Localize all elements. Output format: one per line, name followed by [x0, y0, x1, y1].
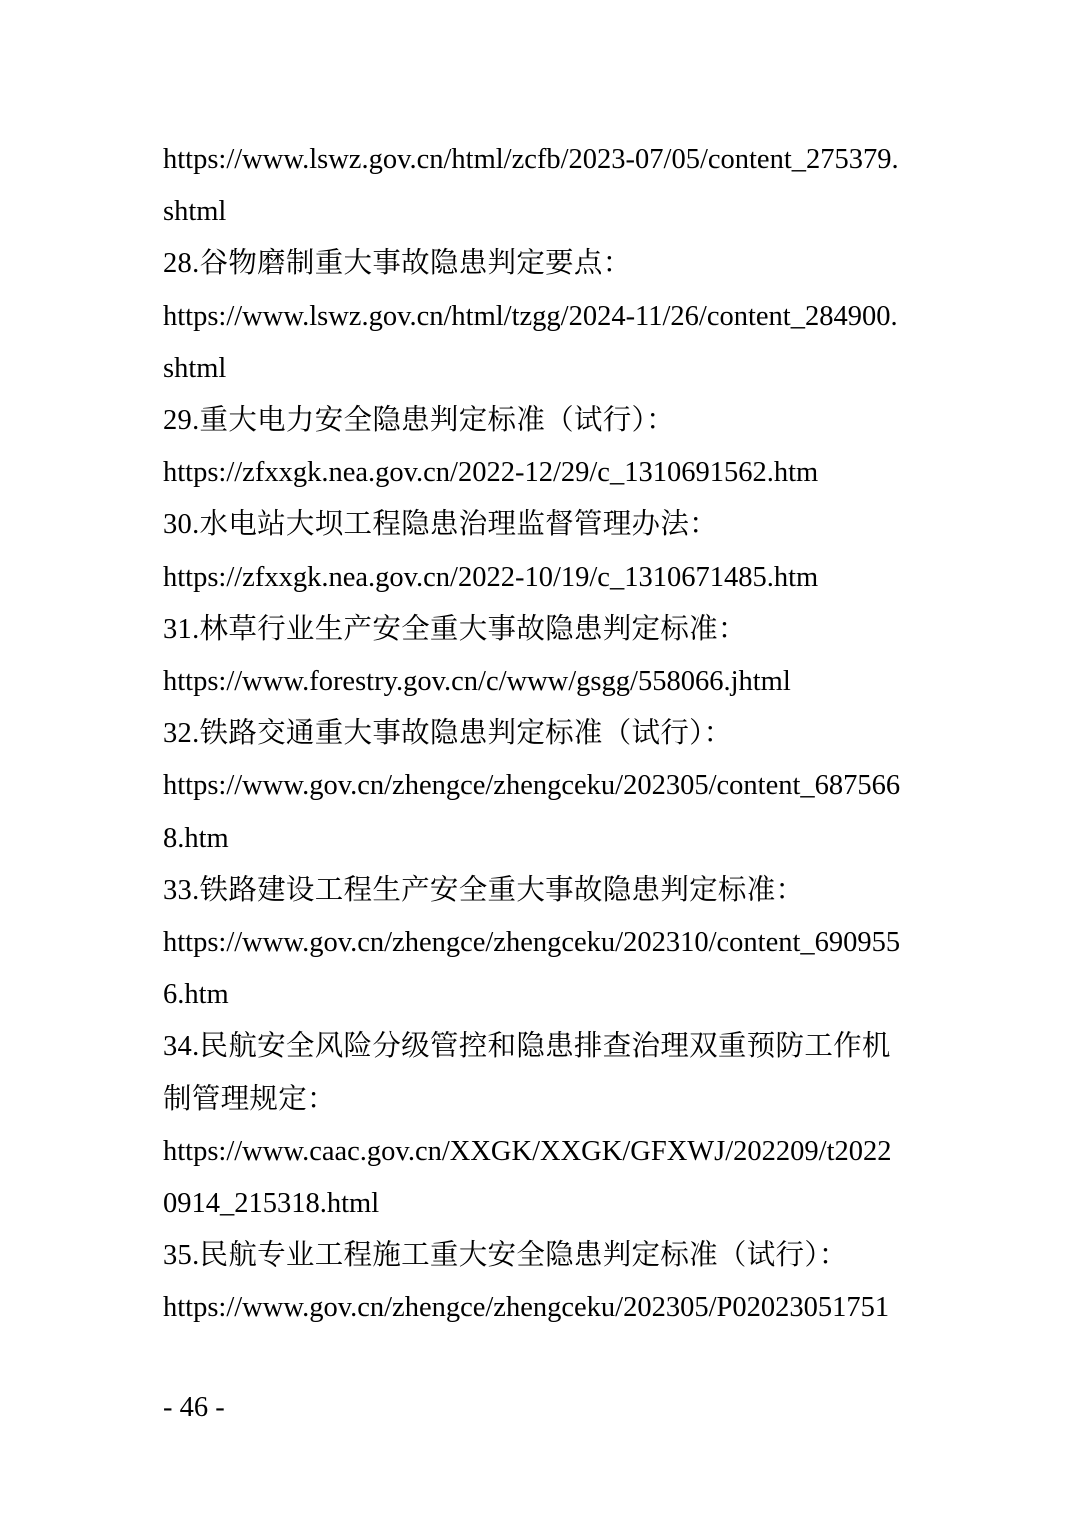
url-line: 6.htm: [163, 979, 229, 1011]
url-line: https://www.lswz.gov.cn/html/tzgg/2024-11/26/content_284900.: [163, 300, 898, 332]
item-title-line: 29.重大电力安全隐患判定标准（试行）：: [163, 405, 675, 437]
url-line: https://www.forestry.gov.cn/c/www/gsgg/558066.jhtml: [163, 666, 791, 698]
item-title-line: 28.谷物磨制重大事故隐患判定要点：: [163, 248, 632, 280]
document-body: [163, 134, 923, 1335]
url-line: 0914_215318.html: [163, 1188, 380, 1220]
url-line: https://www.gov.cn/zhengce/zhengceku/202310/content_690955: [163, 927, 901, 959]
url-line: https://zfxxgk.nea.gov.cn/2022-12/29/c_1310691562.htm: [163, 457, 819, 489]
url-line: https://zfxxgk.nea.gov.cn/2022-10/19/c_1310671485.htm: [163, 561, 819, 593]
item-title-line: 30.水电站大坝工程隐患治理监督管理办法：: [163, 509, 718, 541]
item-title-line: 31.林草行业生产安全重大事故隐患判定标准：: [163, 613, 747, 645]
url-line: shtml: [163, 196, 227, 228]
item-title-line: 32.铁路交通重大事故隐患判定标准（试行）：: [163, 718, 733, 750]
item-title-line: 33.铁路建设工程生产安全重大事故隐患判定标准：: [163, 874, 805, 906]
item-title-line: 34.民航安全风险分级管控和隐患排查治理双重预防工作机: [163, 1031, 891, 1063]
url-line: shtml: [163, 352, 227, 384]
url-line: https://www.lswz.gov.cn/html/zcfb/2023-07/05/content_275379.: [163, 144, 899, 175]
page-number: - 46 -: [163, 1392, 225, 1423]
url-line: 8.htm: [163, 822, 229, 854]
url-line: https://www.caac.gov.cn/XXGK/XXGK/GFXWJ/202209/t2022: [163, 1135, 892, 1167]
item-title-line: 制管理规定：: [163, 1083, 336, 1115]
url-line: https://www.gov.cn/zhengce/zhengceku/202305/content_687566: [163, 770, 901, 802]
url-line: https://www.gov.cn/zhengce/zhengceku/202305/P02023051751: [163, 1292, 890, 1324]
item-title-line: 35.民航专业工程施工重大安全隐患判定标准（试行）：: [163, 1240, 848, 1272]
